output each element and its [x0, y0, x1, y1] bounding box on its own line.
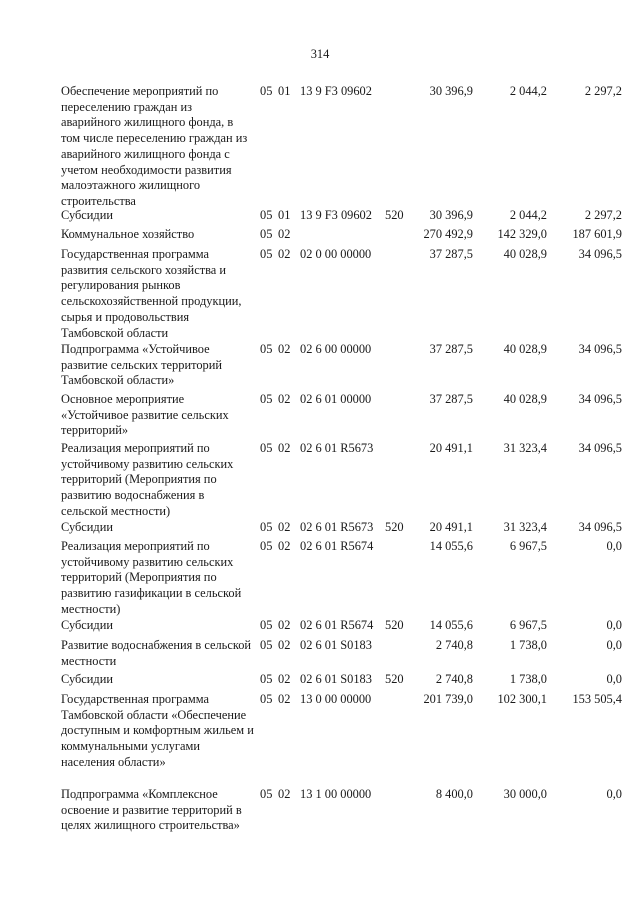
row-value-year1: 30 396,9 — [429, 84, 473, 98]
row-target-code: 13 1 00 00000 — [300, 787, 372, 801]
row-value-year3: 0,0 — [606, 787, 622, 801]
row-value-year2: 6 967,5 — [509, 618, 547, 632]
row-section: 05 — [260, 392, 273, 406]
row-value-year2: 2 044,2 — [509, 208, 547, 222]
row-value-year3: 0,0 — [606, 672, 622, 686]
row-expense-type: 520 — [385, 618, 404, 632]
row-subsection: 02 — [278, 618, 291, 632]
row-subsection: 02 — [278, 227, 291, 241]
row-name: Субсидии — [61, 618, 113, 632]
row-value-year3: 0,0 — [606, 638, 622, 652]
row-value-year2: 2 044,2 — [509, 84, 547, 98]
row-section: 05 — [260, 539, 273, 553]
row-value-year2: 6 967,5 — [509, 539, 547, 553]
row-target-code: 02 6 01 R5674 — [300, 618, 374, 632]
row-value-year2: 1 738,0 — [509, 672, 547, 686]
row-value-year2: 40 028,9 — [503, 392, 547, 406]
row-subsection: 02 — [278, 672, 291, 686]
row-value-year3: 34 096,5 — [578, 520, 622, 534]
row-value-year3: 0,0 — [606, 618, 622, 632]
row-value-year1: 20 491,1 — [429, 520, 473, 534]
row-name: Субсидии — [61, 520, 113, 534]
row-value-year3: 2 297,2 — [584, 208, 622, 222]
row-section: 05 — [260, 227, 273, 241]
row-value-year1: 2 740,8 — [435, 672, 473, 686]
row-target-code: 13 9 F3 09602 — [300, 84, 372, 98]
row-value-year3: 34 096,5 — [578, 441, 622, 455]
row-name: Обеспечение мероприятий по переселению граждан из аварийного жилищного фонда, в том числе переселению граждан из аварийного жилищного фонда с учетом необходимости развития малоэтажного жилищного строительства — [61, 84, 248, 208]
row-expense-type: 520 — [385, 672, 404, 686]
row-value-year2: 40 028,9 — [503, 342, 547, 356]
row-value-year2: 102 300,1 — [497, 692, 547, 706]
row-subsection: 02 — [278, 247, 291, 261]
row-value-year1: 270 492,9 — [423, 227, 473, 241]
row-value-year1: 14 055,6 — [429, 539, 473, 553]
row-value-year3: 34 096,5 — [578, 247, 622, 261]
row-target-code: 02 6 01 R5673 — [300, 520, 374, 534]
row-expense-type: 520 — [385, 520, 404, 534]
row-target-code: 02 6 01 R5674 — [300, 539, 374, 553]
row-section: 05 — [260, 84, 273, 98]
row-section: 05 — [260, 672, 273, 686]
row-subsection: 02 — [278, 638, 291, 652]
row-section: 05 — [260, 441, 273, 455]
row-target-code: 02 6 01 S0183 — [300, 638, 372, 652]
row-name: Развитие водоснабжения в сельской местности — [61, 638, 252, 668]
row-name: Подпрограмма «Комплексное освоение и развитие территорий в целях жилищного строительства» — [61, 787, 242, 833]
row-subsection: 02 — [278, 441, 291, 455]
row-name: Основное мероприятие «Устойчивое развитие сельских территорий» — [61, 392, 229, 438]
row-value-year1: 2 740,8 — [435, 638, 473, 652]
row-section: 05 — [260, 342, 273, 356]
row-target-code: 13 9 F3 09602 — [300, 208, 372, 222]
row-subsection: 02 — [278, 342, 291, 356]
row-name: Государственная программа развития сельского хозяйства и регулирования рынков сельскохозяйственной продукции, сырья и продовольствия Тамбовской области — [61, 247, 242, 340]
row-value-year1: 8 400,0 — [435, 787, 473, 801]
page-number: 314 — [310, 47, 330, 61]
row-value-year3: 34 096,5 — [578, 342, 622, 356]
row-value-year2: 30 000,0 — [503, 787, 547, 801]
row-name: Субсидии — [61, 672, 113, 686]
row-value-year1: 201 739,0 — [423, 692, 473, 706]
row-target-code: 02 6 01 R5673 — [300, 441, 374, 455]
row-target-code: 02 0 00 00000 — [300, 247, 372, 261]
row-value-year2: 142 329,0 — [497, 227, 547, 241]
row-value-year2: 1 738,0 — [509, 638, 547, 652]
row-subsection: 02 — [278, 787, 291, 801]
row-value-year1: 30 396,9 — [429, 208, 473, 222]
row-target-code: 02 6 00 00000 — [300, 342, 372, 356]
row-target-code: 13 0 00 00000 — [300, 692, 372, 706]
row-section: 05 — [260, 247, 273, 261]
row-value-year1: 37 287,5 — [429, 342, 473, 356]
row-section: 05 — [260, 692, 273, 706]
row-value-year3: 153 505,4 — [572, 692, 622, 706]
row-subsection: 01 — [278, 84, 291, 98]
row-value-year3: 2 297,2 — [584, 84, 622, 98]
row-name: Реализация мероприятий по устойчивому развитию сельских территорий (Мероприятия по развитию газификации в сельской местности) — [61, 539, 242, 616]
row-subsection: 02 — [278, 539, 291, 553]
row-value-year2: 40 028,9 — [503, 247, 547, 261]
row-subsection: 01 — [278, 208, 291, 222]
row-value-year1: 20 491,1 — [429, 441, 473, 455]
row-section: 05 — [260, 787, 273, 801]
row-expense-type: 520 — [385, 208, 404, 222]
row-value-year3: 0,0 — [606, 539, 622, 553]
row-name: Коммунальное хозяйство — [61, 227, 195, 241]
row-section: 05 — [260, 520, 273, 534]
row-name: Субсидии — [61, 208, 113, 222]
row-section: 05 — [260, 208, 273, 222]
row-value-year2: 31 323,4 — [503, 520, 547, 534]
row-value-year2: 31 323,4 — [503, 441, 547, 455]
row-value-year3: 34 096,5 — [578, 392, 622, 406]
row-target-code: 02 6 01 00000 — [300, 392, 372, 406]
row-name: Реализация мероприятий по устойчивому развитию сельских территорий (Мероприятия по развитию водоснабжения в сельской местности) — [61, 441, 234, 518]
row-section: 05 — [260, 638, 273, 652]
row-name: Государственная программа Тамбовской области «Обеспечение доступным и комфортным жильем и коммунальными услугами населения области» — [61, 692, 254, 769]
row-section: 05 — [260, 618, 273, 632]
row-value-year1: 37 287,5 — [429, 247, 473, 261]
row-value-year1: 37 287,5 — [429, 392, 473, 406]
row-subsection: 02 — [278, 692, 291, 706]
row-value-year3: 187 601,9 — [572, 227, 622, 241]
row-value-year1: 14 055,6 — [429, 618, 473, 632]
row-target-code: 02 6 01 S0183 — [300, 672, 372, 686]
row-name: Подпрограмма «Устойчивое развитие сельских территорий Тамбовской области» — [61, 342, 222, 388]
row-subsection: 02 — [278, 520, 291, 534]
row-subsection: 02 — [278, 392, 291, 406]
